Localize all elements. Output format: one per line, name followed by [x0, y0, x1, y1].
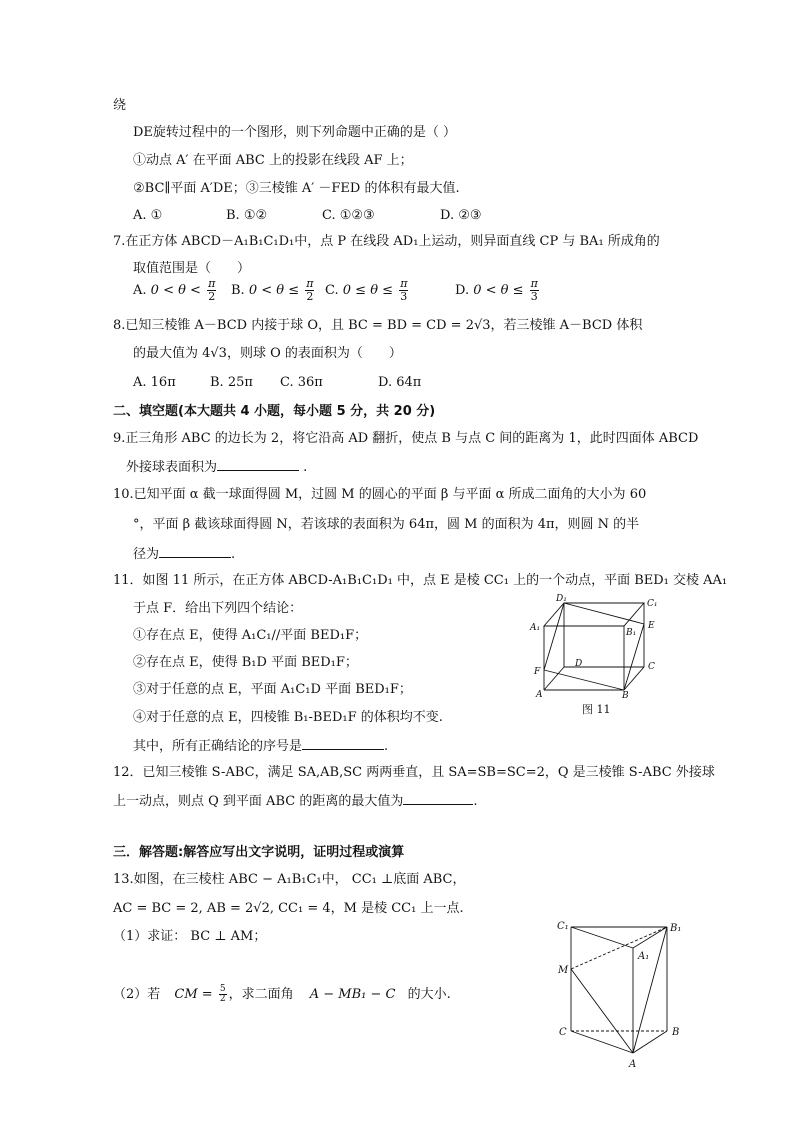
- q13-cm-num: 5: [219, 984, 226, 994]
- q8-line1: 8.已知三棱锥 A－BCD 内接于球 O，且 BC = BD = CD = 2√3，若三棱锥 A－BCD 体积: [113, 318, 643, 333]
- q9-tail: .: [303, 460, 308, 475]
- figure-11-cube: [530, 594, 692, 724]
- q11-statement-3: ③对于任意的点 E，平面 A₁C₁D 平面 BED₁F；: [133, 682, 412, 697]
- q7-option-a-fraction: [207, 278, 216, 303]
- label-b: B: [672, 1027, 680, 1038]
- q6-option-b: B. ①②: [226, 208, 268, 223]
- label-f: F: [534, 667, 541, 677]
- q8-option-a: A. 16π: [133, 375, 176, 390]
- q7-option-d: [455, 278, 541, 303]
- q7-option-d-fraction: [530, 278, 539, 303]
- q6-statement-1: ①动点 A′ 在平面 ABC 上的投影在线段 AF 上；: [133, 153, 413, 168]
- q6-option-c: C. ①②③: [322, 208, 375, 223]
- q6-line1: 绕: [113, 98, 127, 113]
- q7-c-num: π: [400, 277, 408, 290]
- q9-line2-text: 外接球表面积为: [126, 460, 218, 475]
- figure-13-prism: [553, 915, 693, 1075]
- q13-line1: 13.如图，在三棱柱 ABC − A₁B₁C₁中， CC₁ ⊥底面 ABC，: [113, 872, 466, 887]
- q13-part2-prefix: （2）若: [113, 987, 161, 1002]
- q6-option-d: D. ②③: [440, 208, 482, 223]
- label-b1: B₁: [670, 923, 682, 934]
- q7-a-den: 2: [208, 290, 216, 303]
- section-f-d1: [544, 603, 564, 670]
- q7-d-den: 3: [530, 290, 538, 303]
- prism-edge-ca: [571, 1031, 633, 1053]
- q11-tail: .: [384, 739, 389, 754]
- q7-option-c-expr: 0 ≤ θ ≤: [342, 283, 394, 298]
- q12-tail: .: [473, 794, 478, 809]
- q13-part1: （1）求证： BC ⊥ AM；: [113, 929, 267, 944]
- q10-answer-blank[interactable]: [159, 544, 231, 558]
- q10-line1: 10.已知平面 α 截一球面得圆 M，过圆 M 的圆心的平面 β 与平面 α 所成二面角的大小为 60: [113, 487, 647, 502]
- q13-line2: AC = BC = 2, AB = 2√2, CC₁ = 4，M 是棱 CC₁ 上一点.: [113, 901, 464, 916]
- section-3-heading: 三．解答题:解答应写出文字说明，证明过程或演算: [113, 845, 405, 860]
- label-b: B: [622, 691, 629, 701]
- q10-line2: °，平面 β 截该球面得圆 N，若该球的表面积为 64π，圆 M 的面积为 4π，则圆 N 的半: [133, 517, 640, 532]
- q13-dihedral-angle: A − MB₁ − C: [309, 987, 396, 1002]
- q7-d-num: π: [530, 277, 538, 290]
- q13-part2: [113, 985, 451, 1004]
- q12-line2: [113, 791, 477, 811]
- q8-option-b: B. 25π: [210, 375, 253, 390]
- label-a1: A₁: [530, 623, 541, 633]
- q11-line7-text: 其中，所有正确结论的序号是: [133, 739, 303, 754]
- q10-line3: [133, 544, 235, 564]
- q13-part2-suffix: 的大小.: [407, 987, 451, 1002]
- q7-a-num: π: [208, 277, 216, 290]
- label-m: M: [558, 965, 569, 976]
- prism-line-ma: [571, 969, 633, 1053]
- label-a: A: [536, 690, 543, 700]
- q6-line2: DE旋转过程中的一个图形，则下列命题中正确的是（ ）: [133, 125, 457, 140]
- q7-c-den: 3: [400, 290, 408, 303]
- q7-option-c-letter: C.: [325, 283, 339, 298]
- q12-line1: 12．已知三棱锥 S-ABC，满足 SA,AB,SC 两两垂直，且 SA=SB=SC=2，Q 是三棱锥 S-ABC 外接球: [113, 765, 715, 780]
- q7-b-num: π: [306, 277, 314, 290]
- cube-edge-bc: [624, 667, 644, 690]
- q11-line7: [133, 736, 388, 756]
- q7-option-a: [133, 278, 218, 303]
- q13-cm-den: 2: [219, 994, 226, 1004]
- q8-option-d: D. 64π: [378, 375, 422, 390]
- q7-option-a-letter: A.: [133, 283, 147, 298]
- label-c: C: [559, 1027, 567, 1038]
- q8-line2: 的最大值为 4√3，则球 O 的表面积为（ ）: [133, 346, 402, 361]
- q7-option-a-expr: 0 < θ <: [150, 283, 201, 298]
- q6-statement-2-3: ②BC∥平面 A′DE；③三棱锥 A′ －FED 的体积有最大值.: [133, 181, 460, 196]
- section-d1-e: [564, 603, 644, 624]
- label-d1: D₁: [556, 594, 567, 604]
- q9-line1: 9.正三角形 ABC 的边长为 2，将它沿高 AD 翻折，使点 B 与点 C 间的距离为 1，此时四面体 ABCD: [113, 431, 699, 446]
- q7-b-den: 2: [306, 290, 314, 303]
- q7-option-d-expr: 0 < θ ≤: [473, 283, 524, 298]
- label-c1: C₁: [557, 921, 569, 932]
- q7-line1: 7.在正方体 ABCD－A₁B₁C₁D₁中，点 P 在线段 AD₁上运动，则异面直线 CP 与 BA₁ 所成角的: [113, 234, 660, 249]
- q12-answer-blank[interactable]: [403, 791, 473, 805]
- q13-cm-expr: CM =: [174, 987, 213, 1002]
- q11-line1: 11．如图 11 所示，在正方体 ABCD-A₁B₁C₁D₁ 中，点 E 是棱 CC₁ 上的一个动点，平面 BED₁ 交棱 AA₁: [113, 573, 728, 588]
- q7-option-b-fraction: [305, 278, 314, 303]
- cube-top-face: [544, 603, 644, 626]
- section-b-f: [544, 670, 624, 690]
- q13-cm-fraction: [219, 985, 227, 1004]
- prism-line-mb1-hidden: [571, 927, 667, 969]
- label-a: A: [629, 1059, 637, 1070]
- q11-line2: 于点 F．给出下列四个结论：: [133, 601, 303, 616]
- q7-option-d-letter: D.: [455, 283, 470, 298]
- label-e: E: [648, 621, 655, 631]
- q8-option-c: C. 36π: [280, 375, 323, 390]
- q7-option-c: [325, 278, 410, 303]
- q11-answer-blank[interactable]: [302, 736, 384, 750]
- q7-option-b-letter: B.: [231, 283, 245, 298]
- q11-statement-2: ②存在点 E，使得 B₁D 平面 BED₁F；: [133, 655, 358, 670]
- label-d: D: [575, 659, 583, 669]
- q12-line2-text: 上一动点，则点 Q 到平面 ABC 的距离的最大值为: [113, 794, 404, 809]
- q7-option-c-fraction: [399, 278, 408, 303]
- q9-line2: [126, 457, 307, 477]
- label-c: C: [648, 662, 655, 672]
- q6-option-a: A. ①: [133, 208, 163, 223]
- q9-answer-blank[interactable]: [217, 457, 299, 471]
- q7-option-b-expr: 0 < θ ≤: [248, 283, 300, 298]
- q11-statement-4: ④对于任意的点 E，四棱锥 B₁-BED₁F 的体积均不变.: [133, 710, 443, 725]
- q7-option-b: [231, 278, 316, 303]
- q13-part2-mid: ，求二面角: [228, 987, 294, 1002]
- q11-statement-1: ①存在点 E，使得 A₁C₁//平面 BED₁F；: [133, 628, 368, 643]
- label-a1: A₁: [638, 951, 650, 962]
- figure-11-caption: 图 11: [582, 703, 611, 716]
- label-b1: B₁: [626, 628, 637, 638]
- prism-edge-c1a1: [571, 927, 633, 948]
- q7-line2: 取值范围是（ ）: [133, 261, 251, 276]
- q10-tail: .: [231, 547, 236, 562]
- section-2-heading: 二、填空题(本大题共 4 小题，每小题 5 分，共 20 分): [113, 404, 436, 419]
- label-c1: C₁: [647, 599, 658, 609]
- q10-line3-text: 径为: [133, 547, 160, 562]
